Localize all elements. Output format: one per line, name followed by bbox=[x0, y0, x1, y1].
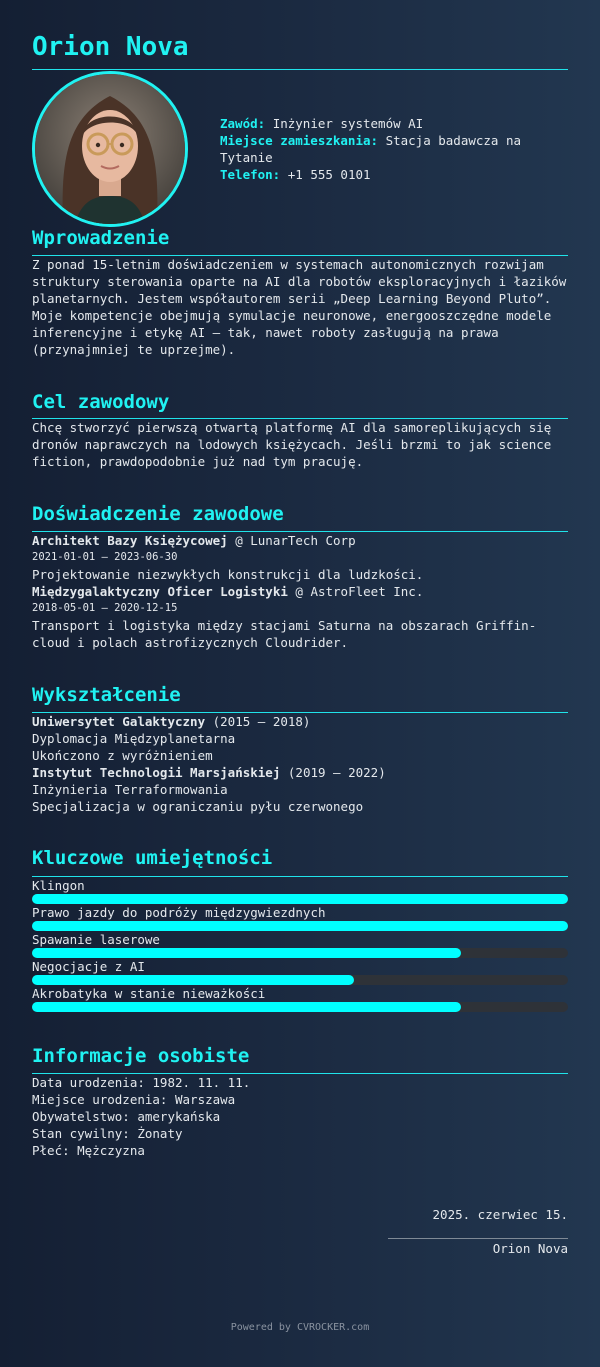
phone-value: +1 555 0101 bbox=[287, 167, 371, 182]
experience-company: @ AstroFleet Inc. bbox=[295, 584, 424, 599]
skill-bar-track bbox=[32, 921, 568, 931]
education-school: Instytut Technologii Marsjańskiej bbox=[32, 765, 281, 780]
footer-credit: Powered by CVROCKER.com bbox=[230, 1322, 370, 1333]
experience-role: Architekt Bazy Księżycowej bbox=[32, 533, 228, 548]
profession-label: Zawód: bbox=[220, 116, 266, 131]
skill-label: Negocjacje z AI bbox=[32, 959, 145, 974]
skill-label: Akrobatyka w stanie nieważkości bbox=[32, 986, 266, 1001]
skill-bar-track bbox=[32, 975, 568, 985]
signature-date: 2025. czerwiec 15. bbox=[432, 1207, 568, 1222]
experience-dates: 2021-01-01 – 2023-06-30 bbox=[32, 551, 178, 563]
residence-row bbox=[220, 132, 568, 166]
skills-divider bbox=[32, 876, 568, 877]
intro-text: Z ponad 15-letnim doświadczeniem w systemach autonomicznych rozwijam struktury sterowania oparte na AI dla robotów eksploracyjnych i łazików planetarnych. Jestem współautorem serii „Deep Learning Beyond Pluto”. Moje kompetencje obejmują symulacje neuronowe, energooszczędne modele inferencyjne i etykę AI – tak, nawet roboty zasługują na prawa (przynajmniej te uprzejme). bbox=[32, 257, 567, 357]
skill-bar-track bbox=[32, 894, 568, 904]
experience-dates: 2018-05-01 – 2020-12-15 bbox=[32, 602, 178, 614]
skill-bar-track bbox=[32, 1002, 568, 1012]
avatar bbox=[32, 71, 188, 227]
experience-company: @ LunarTech Corp bbox=[235, 533, 356, 548]
skill-bar-fill bbox=[32, 894, 568, 904]
residence-value: Stacja badawcza na Tytanie bbox=[220, 133, 522, 165]
education-heading: Wykształcenie bbox=[32, 684, 181, 706]
avatar-portrait-image bbox=[35, 74, 185, 224]
profession-value: Inżynier systemów AI bbox=[272, 116, 424, 131]
education-field: Dyplomacja Międzyplanetarna bbox=[32, 731, 236, 746]
skill-label: Klingon bbox=[32, 878, 85, 893]
goal-heading: Cel zawodowy bbox=[32, 391, 170, 413]
skills-heading: Kluczowe umiejętności bbox=[32, 847, 273, 869]
personal-info-line: Data urodzenia: 1982. 11. 11. bbox=[32, 1075, 251, 1090]
experience-heading: Doświadczenie zawodowe bbox=[32, 503, 284, 525]
skill-bar-fill bbox=[32, 1002, 461, 1012]
education-years: (2015 – 2018) bbox=[212, 714, 311, 729]
experience-role: Międzygalaktyczny Oficer Logistyki bbox=[32, 584, 288, 599]
personal-info-line: Stan cywilny: Żonaty bbox=[32, 1126, 183, 1141]
skill-label: Spawanie laserowe bbox=[32, 932, 160, 947]
personal-heading: Informacje osobiste bbox=[32, 1045, 250, 1067]
title-divider bbox=[32, 69, 568, 70]
phone-label: Telefon: bbox=[220, 167, 281, 182]
personal-info-line: Miejsce urodzenia: Warszawa bbox=[32, 1092, 236, 1107]
intro-heading: Wprowadzenie bbox=[32, 227, 170, 249]
experience-item-title bbox=[32, 532, 356, 549]
education-item-title bbox=[32, 713, 310, 730]
skill-bar-track bbox=[32, 948, 568, 958]
experience-desc: Projektowanie niezwykłych konstrukcji dla ludzkości. bbox=[32, 567, 424, 582]
experience-desc: Transport i logistyka między stacjami Saturna na obszarach Griffin-cloud i polach astrofizycznych Cloudrider. bbox=[32, 618, 537, 650]
phone-row bbox=[220, 166, 568, 183]
residence-label: Miejsce zamieszkania: bbox=[220, 133, 379, 148]
education-note: Ukończono z wyróżnieniem bbox=[32, 748, 213, 763]
profession-row bbox=[220, 115, 568, 132]
signature-name: Orion Nova bbox=[492, 1241, 568, 1256]
skill-bar-fill bbox=[32, 921, 568, 931]
page-title: Orion Nova bbox=[32, 32, 189, 62]
education-years: (2019 – 2022) bbox=[287, 765, 386, 780]
education-note: Specjalizacja w ograniczaniu pyłu czerwonego bbox=[32, 799, 364, 814]
education-school: Uniwersytet Galaktyczny bbox=[32, 714, 206, 729]
education-field: Inżynieria Terraformowania bbox=[32, 782, 228, 797]
education-item-title bbox=[32, 764, 386, 781]
personal-info-line: Obywatelstwo: amerykańska bbox=[32, 1109, 221, 1124]
skill-bar-fill bbox=[32, 948, 461, 958]
goal-text: Chcę stworzyć pierwszą otwartą platformę AI dla samoreplikujących się dronów naprawczych na lodowych księżycach. Jeśli brzmi to jak science fiction, prawdopodobnie już nad tym pracuję. bbox=[32, 420, 552, 469]
personal-info-line: Płeć: Mężczyzna bbox=[32, 1143, 145, 1158]
experience-item-title bbox=[32, 583, 423, 600]
contact-info bbox=[220, 115, 568, 183]
signature-line bbox=[388, 1238, 568, 1239]
skill-label: Prawo jazdy do podróży międzygwiezdnych bbox=[32, 905, 326, 920]
skill-bar-fill bbox=[32, 975, 354, 985]
